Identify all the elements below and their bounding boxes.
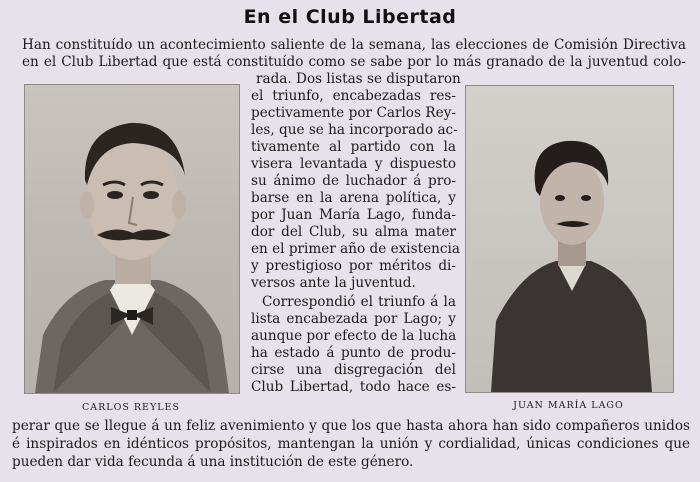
text-line: versos ante la juventud. <box>251 275 416 291</box>
text-line: pueden dar vida fecunda á una institución de este género. <box>12 454 414 470</box>
text-line: ha estado á punto de produ- <box>251 345 456 361</box>
text-line: visera levantada y dispuesto <box>251 156 456 172</box>
article-title: En el Club Libertad <box>243 6 457 28</box>
text-line: y prestigioso por méritos di- <box>251 258 456 274</box>
text-line: por Juan María Lago, funda- <box>251 207 456 223</box>
text-line: Correspondió el triunfo á la <box>262 294 456 310</box>
text-line: barse en la arena política, y <box>251 190 456 206</box>
text-line: aunque por efecto de la lucha <box>251 328 457 344</box>
text-line: en el primer año de existencia <box>251 241 460 257</box>
text-line: é inspirados en idénticos propósitos, mantengan la unión y cordialidad, únicas condiciones que <box>12 436 690 452</box>
portrait-juan-maria-lago <box>465 85 674 393</box>
text-line: su ánimo de luchador á pro- <box>251 173 456 189</box>
text-line: les, que se ha incorporado ac- <box>251 122 458 138</box>
portrait-illustration <box>466 86 673 392</box>
text-line: Club Libertad, todo hace es- <box>251 379 456 395</box>
portrait-illustration <box>25 85 239 393</box>
portrait-carlos-reyles <box>24 84 240 394</box>
caption-right: JUAN MARÍA LAGO <box>513 400 624 411</box>
caption-left: CARLOS REYLES <box>81 402 181 413</box>
text-line: en el Club Libertad que está constituído como se sabe por lo más granado de la juventud colo- <box>22 54 686 70</box>
text-line: lista encabezada por Lago; y <box>251 311 456 327</box>
text-line: Han constituído un acontecimiento saliente de la semana, las elecciones de Comisión Directiva <box>22 37 686 53</box>
text-line: pectivamente por Carlos Rey- <box>251 105 456 121</box>
text-line: perar que se llegue á un feliz avenimiento y que los que hasta ahora han sido compañeros unidos <box>12 418 690 434</box>
text-line: dor del Club, su alma mater <box>251 224 456 240</box>
text-line: cirse una disgregación del <box>251 362 456 378</box>
text-line: rada. Dos listas se disputaron <box>256 71 461 87</box>
text-line: tivamente al partido con la <box>251 139 456 155</box>
text-line: el triunfo, encabezadas res- <box>251 88 456 104</box>
